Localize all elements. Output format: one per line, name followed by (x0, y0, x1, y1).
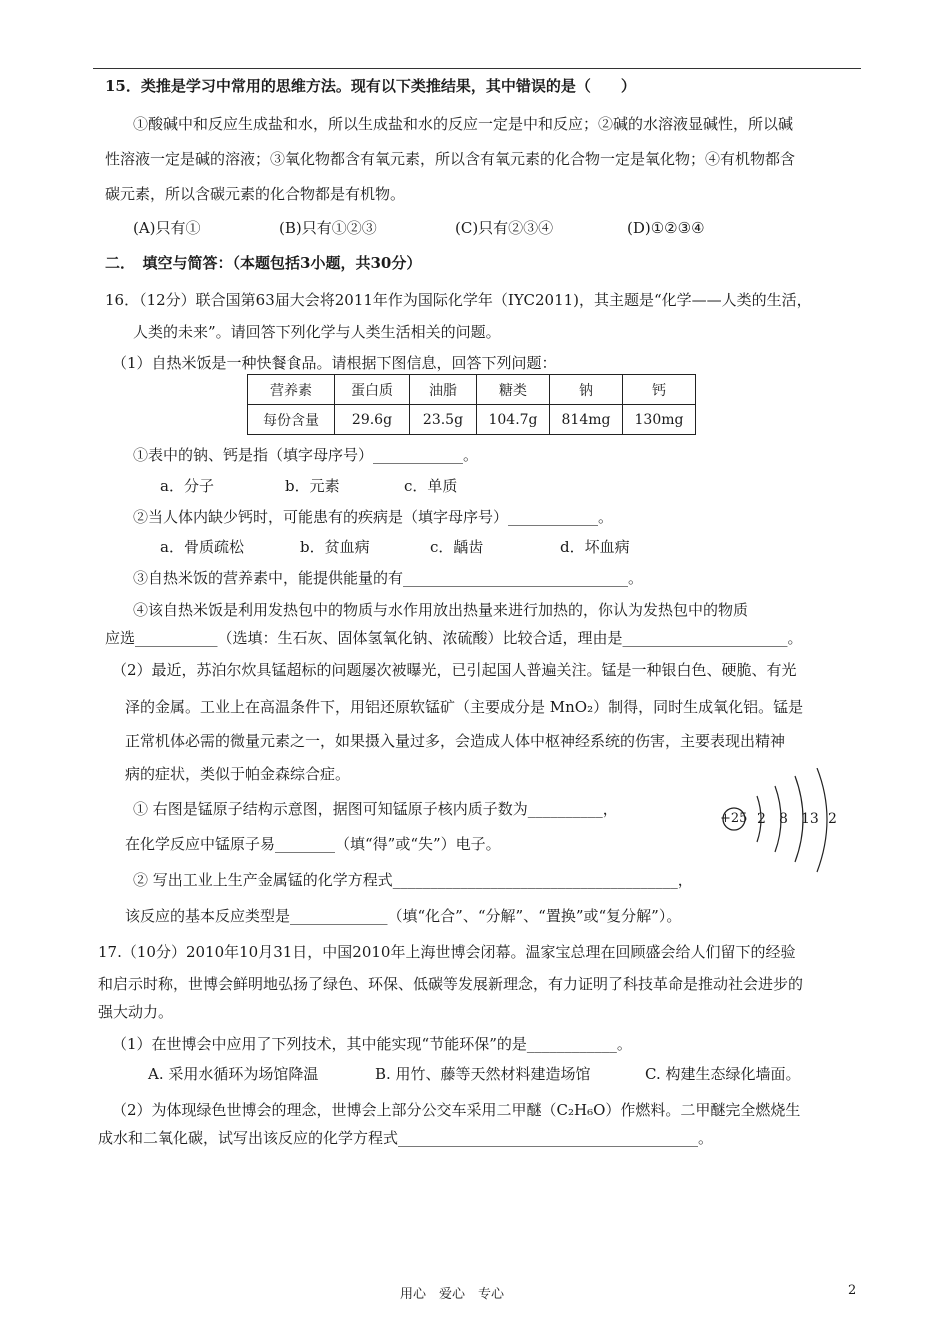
shell-electrons: 13 (801, 811, 819, 827)
nucleus-charge: +25 (720, 811, 748, 826)
top-rule (93, 68, 861, 69)
table-cell: 814mg (550, 405, 623, 435)
q17-part1: （1）在世博会中应用了下列技术，其中能实现“节能环保”的是____________。 (112, 1035, 632, 1053)
q17-option-c: C. 构建生态绿化墙面。 (645, 1065, 801, 1083)
shell-electrons: 2 (828, 811, 837, 827)
q17-line3: 强大动力。 (98, 1003, 174, 1021)
q15-line3: 碳元素，所以含碳元素的化合物都是有机物。 (105, 185, 406, 203)
shell-electrons: 2 (757, 811, 766, 827)
table-cell: 营养素 (248, 375, 335, 405)
q16-part2-line4: 病的症状，类似于帕金森综合症。 (125, 765, 351, 783)
table-cell: 钙 (623, 375, 696, 405)
q15-option-a: (A)只有① (133, 219, 201, 237)
table-cell: 104.7g (477, 405, 550, 435)
q15-line1: ①酸碱中和反应生成盐和水，所以生成盐和水的反应一定是中和反应；②碱的水溶液显碱性，所以碱 (133, 115, 794, 133)
section-2-heading: 二． 填空与简答：（本题包括3小题，共30分） (105, 254, 422, 272)
q16-part2-line3: 正常机体必需的微量元素之一，如果摄入量过多，会造成人体中枢神经系统的伤害，主要表现出精神 (125, 732, 786, 750)
q16-sub2-option-d: d．坏血病 (560, 538, 630, 556)
table-cell: 钠 (550, 375, 623, 405)
q17-part2-line2: 成水和二氧化碳，试写出该反应的化学方程式________________________________________。 (98, 1129, 714, 1147)
q17-part2-line1: （2）为体现绿色世博会的理念，世博会上部分公交车采用二甲醚（C₂H₆O）作燃料。二甲醚完全燃烧生 (112, 1101, 801, 1119)
q16-sub1-option-c: c．单质 (404, 477, 458, 495)
q16-line2: 人类的未来”。请回答下列化学与人类生活相关的问题。 (133, 323, 501, 341)
shell-electrons: 8 (779, 811, 788, 827)
q15-stem: 15．类推是学习中常用的思维方法。现有以下类推结果，其中错误的是（ ） (105, 77, 636, 95)
q16-sub1: ①表中的钠、钙是指（填字母序号）____________。 (133, 446, 479, 464)
q16-sub3: ③自热米饭的营养素中，能提供能量的有______________________________。 (133, 569, 644, 587)
table-cell: 每份含量 (248, 405, 335, 435)
q15-option-b: (B)只有①②③ (279, 219, 377, 237)
q16-sub1-option-b: b．元素 (285, 477, 340, 495)
q16-c2: ② 写出工业上生产金属锰的化学方程式______________________________________， (133, 871, 693, 889)
q16-sub2-option-c: c．龋齿 (430, 538, 484, 556)
q16-sub4-line2: 应选___________（选填：生石灰、固体氢氧化钠、浓硫酸）比较合适，理由是______________________。 (105, 629, 803, 647)
q16-sub2-option-a: a．骨质疏松 (160, 538, 244, 556)
q16-c1-line1: ① 右图是锰原子结构示意图，据图可知锰原子核内质子数为__________， (133, 800, 618, 818)
table-cell: 蛋白质 (335, 375, 410, 405)
q16-sub1-option-a: a．分子 (160, 477, 214, 495)
table-cell: 油脂 (410, 375, 477, 405)
q17-option-b: B. 用竹、藤等天然材料建造场馆 (375, 1065, 591, 1083)
q16-sub4-line1: ④该自热米饭是利用发热包中的物质与水作用放出热量来进行加热的，你认为发热包中的物质 (133, 601, 749, 619)
q15-option-c: (C)只有②③④ (455, 219, 554, 237)
nutrition-table (247, 374, 696, 435)
q17-line1: 17.（10分）2010年10月31日，中国2010年上海世博会闭幕。温家宝总理在回顾盛会给人们留下的经验 (98, 943, 796, 961)
q16-sub2-option-b: b．贫血病 (300, 538, 370, 556)
q16-part1: （1）自热米饭是一种快餐食品。请根据下图信息，回答下列问题： (112, 354, 557, 372)
q16-c3: 该反应的基本反应类型是_____________（填“化合”、“分解”、“置换”或“复分解”）。 (125, 907, 682, 925)
page-number: 2 (848, 1283, 857, 1298)
q17-line2: 和启示时称，世博会鲜明地弘扬了绿色、环保、低碳等发展新理念，有力证明了科技革命是推动社会进步的 (98, 975, 804, 993)
q17-option-a: A. 采用水循环为场馆降温 (148, 1065, 319, 1083)
table-cell: 23.5g (410, 405, 477, 435)
q16-c1-line2: 在化学反应中锰原子易________（填“得”或“失”）电子。 (125, 835, 501, 853)
table-cell: 糖类 (477, 375, 550, 405)
q16-line1: 16．（12分）联合国第63届大会将2011年作为国际化学年（IYC2011)，其主题是“化学——人类的生活， (105, 291, 812, 309)
table-cell: 130mg (623, 405, 696, 435)
q15-line2: 性溶液一定是碱的溶液；③氧化物都含有氧元素，所以含有氧元素的化合物一定是氧化物；④有机物都含 (105, 150, 796, 168)
footer-slogan: 用心 爱心 专心 (400, 1287, 505, 1302)
q16-sub2: ②当人体内缺少钙时，可能患有的疾病是（填字母序号）____________。 (133, 508, 614, 526)
q15-option-d: (D)①②③④ (627, 219, 705, 237)
q16-part2-line2: 泽的金属。工业上在高温条件下，用铝还原软锰矿（主要成分是 MnO₂）制得，同时生成氧化铝。锰是 (125, 698, 804, 716)
table-cell: 29.6g (335, 405, 410, 435)
manganese-atom-diagram (713, 768, 853, 878)
q16-part2-line1: （2）最近，苏泊尔炊具锰超标的问题屡次被曝光，已引起国人普遍关注。锰是一种银白色、硬脆、有光 (112, 661, 797, 679)
table-row (248, 405, 696, 435)
table-header-row (248, 375, 696, 405)
